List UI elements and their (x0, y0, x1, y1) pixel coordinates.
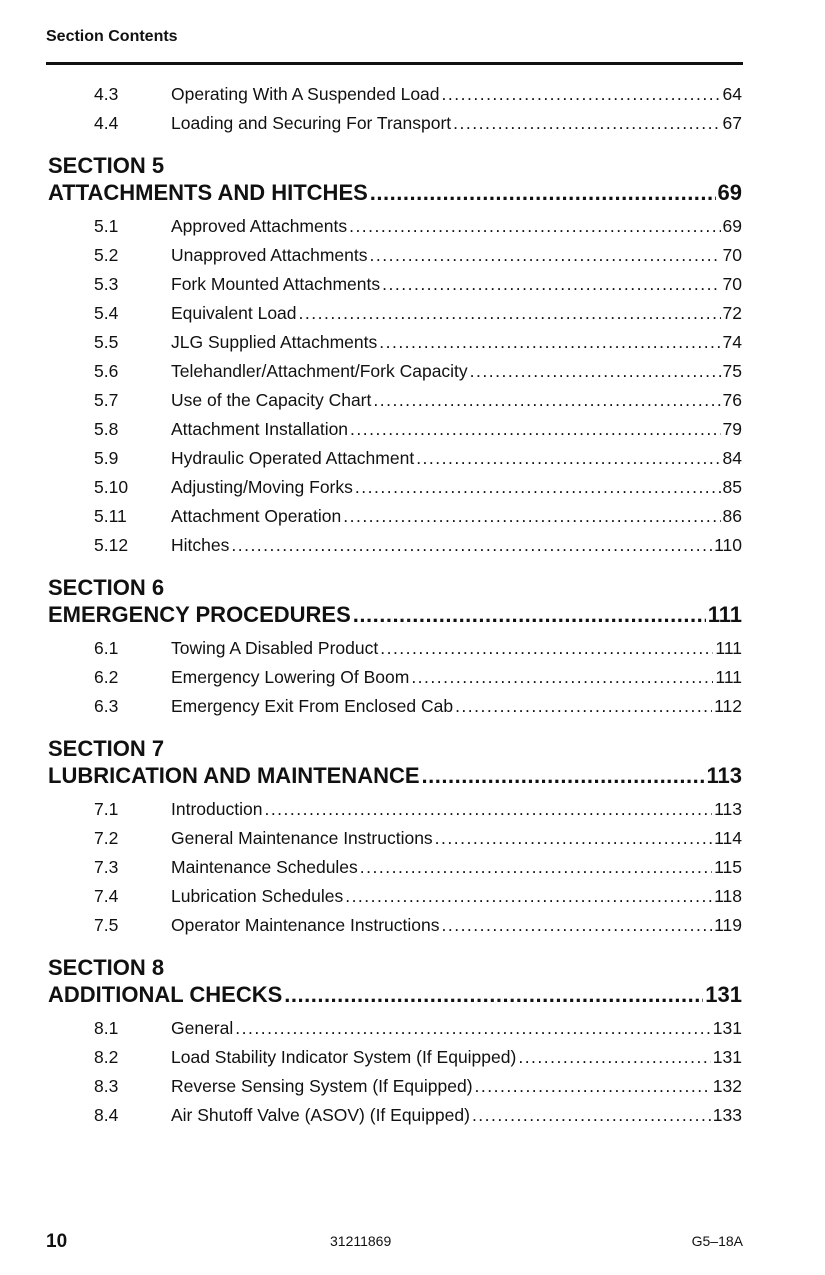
entry-page: 131 (712, 1047, 742, 1067)
dot-leader (379, 332, 720, 353)
dot-leader (353, 602, 706, 628)
dot-leader (435, 828, 712, 849)
toc-entry[interactable] (94, 1076, 742, 1105)
entry-page: 67 (722, 113, 742, 133)
entry-title: Reverse Sensing System (If Equipped) (171, 1076, 473, 1096)
entry-page: 111 (715, 667, 742, 687)
entry-title: Operating With A Suspended Load (171, 84, 440, 104)
dot-leader (345, 886, 712, 907)
toc-entry[interactable] (94, 245, 742, 274)
entry-page: 69 (722, 216, 742, 236)
toc-entry[interactable] (94, 216, 742, 245)
entry-number: 5.7 (94, 390, 119, 410)
entry-number: 5.8 (94, 419, 119, 439)
dot-leader (472, 1105, 711, 1126)
dot-leader (231, 535, 712, 556)
dot-leader (518, 1047, 710, 1068)
section-title-row[interactable] (48, 982, 742, 1016)
section-page: 69 (717, 180, 742, 205)
section-title: EMERGENCY PROCEDURES (48, 602, 351, 627)
section-page: 131 (705, 982, 742, 1007)
toc-entry[interactable] (94, 1018, 742, 1047)
dot-leader (373, 390, 720, 411)
entry-title: Hydraulic Operated Attachment (171, 448, 415, 468)
entry-title: Approved Attachments (171, 216, 348, 236)
entry-title: Lubrication Schedules (171, 886, 344, 906)
entry-number: 8.3 (94, 1076, 119, 1096)
toc-section (48, 735, 742, 944)
toc-entry[interactable] (94, 84, 742, 113)
toc-entry[interactable] (94, 303, 742, 332)
entry-number: 6.1 (94, 638, 119, 658)
entry-title: Use of the Capacity Chart (171, 390, 372, 410)
section-label: SECTION 6 (48, 575, 165, 600)
dot-leader (475, 1076, 711, 1097)
toc-entry[interactable] (94, 361, 742, 390)
dot-leader (350, 419, 720, 440)
section-page: 111 (707, 602, 742, 627)
entry-page: 132 (712, 1076, 742, 1096)
dot-leader (416, 448, 720, 469)
entry-number: 8.1 (94, 1018, 119, 1038)
section-title-row[interactable] (48, 602, 742, 636)
toc-entry[interactable] (94, 915, 742, 944)
section-title: LUBRICATION AND MAINTENANCE (48, 763, 420, 788)
entry-page: 111 (715, 638, 742, 658)
entry-number: 5.2 (94, 245, 119, 265)
entry-page: 76 (722, 390, 742, 410)
entry-title: Load Stability Indicator System (If Equipped) (171, 1047, 517, 1067)
toc-entry[interactable] (94, 799, 742, 828)
entry-title: General (171, 1018, 234, 1038)
entry-page: 112 (714, 696, 742, 716)
entry-page: 110 (714, 535, 742, 555)
page-header-title: Section Contents (46, 28, 178, 45)
entry-page: 74 (722, 332, 742, 352)
entry-number: 5.3 (94, 274, 119, 294)
entry-number: 7.4 (94, 886, 119, 906)
entry-title: Operator Maintenance Instructions (171, 915, 440, 935)
dot-leader (382, 274, 720, 295)
toc-entry[interactable] (94, 419, 742, 448)
entry-page: 118 (714, 886, 742, 906)
toc-entry[interactable] (94, 1105, 742, 1134)
dot-leader (470, 361, 721, 382)
entry-title: Unapproved Attachments (171, 245, 368, 265)
page-footer (46, 1231, 743, 1253)
footer-doc-number: 31211869 (330, 1233, 392, 1249)
entry-number: 4.4 (94, 113, 119, 133)
entry-page: 70 (722, 245, 742, 265)
section-title: ADDITIONAL CHECKS (48, 982, 283, 1007)
entry-page: 79 (722, 419, 742, 439)
entry-page: 119 (714, 915, 742, 935)
section-label: SECTION 7 (48, 736, 165, 761)
toc-entry[interactable] (94, 696, 742, 725)
toc-entry[interactable] (94, 274, 742, 303)
toc-entry[interactable] (94, 332, 742, 361)
entry-number: 5.1 (94, 216, 119, 236)
entry-page: 114 (714, 828, 742, 848)
entry-number: 5.11 (94, 506, 127, 526)
entry-page: 131 (712, 1018, 742, 1038)
entry-page: 115 (714, 857, 742, 877)
entry-page: 75 (722, 361, 742, 381)
entry-page: 70 (722, 274, 742, 294)
entry-number: 6.2 (94, 667, 119, 687)
entry-title: Emergency Exit From Enclosed Cab (171, 696, 454, 716)
entry-title: Equivalent Load (171, 303, 297, 323)
entry-title: Attachment Operation (171, 506, 342, 526)
dot-leader (355, 477, 721, 498)
entry-title: Telehandler/Attachment/Fork Capacity (171, 361, 468, 381)
entry-number: 5.10 (94, 477, 129, 497)
entry-number: 7.5 (94, 915, 119, 935)
header-rule (46, 62, 743, 65)
dot-leader (343, 506, 720, 527)
entry-number: 5.9 (94, 448, 119, 468)
leading-entries (48, 84, 742, 142)
dot-leader (299, 303, 721, 324)
section-page: 113 (706, 763, 742, 788)
entry-number: 8.4 (94, 1105, 119, 1125)
toc-section (48, 954, 742, 1134)
entry-title: Emergency Lowering Of Boom (171, 667, 410, 687)
entry-title: Loading and Securing For Transport (171, 113, 452, 133)
dot-leader (380, 638, 713, 659)
dot-leader (370, 180, 716, 206)
dot-leader (360, 857, 712, 878)
footer-page-number: 10 (46, 1231, 68, 1252)
dot-leader (264, 799, 712, 820)
section-title: ATTACHMENTS AND HITCHES (48, 180, 368, 205)
entry-title: Attachment Installation (171, 419, 349, 439)
toc-section (48, 152, 742, 564)
entry-page: 86 (722, 506, 742, 526)
toc-entry[interactable] (94, 506, 742, 535)
entry-title: General Maintenance Instructions (171, 828, 433, 848)
entry-title: Adjusting/Moving Forks (171, 477, 353, 497)
dot-leader (455, 696, 712, 717)
dot-leader (442, 84, 721, 105)
toc-entry[interactable] (94, 667, 742, 696)
toc-entry[interactable] (94, 113, 742, 142)
entry-number: 5.4 (94, 303, 119, 323)
section-label: SECTION 8 (48, 955, 165, 980)
entry-title: Introduction (171, 799, 263, 819)
entry-page: 85 (722, 477, 742, 497)
entry-page: 133 (712, 1105, 742, 1125)
entry-number: 7.2 (94, 828, 119, 848)
dot-leader (411, 667, 713, 688)
entry-title: Towing A Disabled Product (171, 638, 379, 658)
entry-number: 7.3 (94, 857, 119, 877)
entry-number: 5.6 (94, 361, 119, 381)
entry-page: 64 (722, 84, 742, 104)
entry-number: 6.3 (94, 696, 119, 716)
entry-title: Maintenance Schedules (171, 857, 358, 877)
entry-number: 7.1 (94, 799, 119, 819)
toc-section (48, 574, 742, 725)
toc-entry[interactable] (94, 535, 742, 564)
dot-leader (370, 245, 721, 266)
footer-model: G5–18A (691, 1233, 743, 1249)
entry-number: 8.2 (94, 1047, 119, 1067)
toc-entry[interactable] (94, 886, 742, 915)
entry-number: 4.3 (94, 84, 119, 104)
table-of-contents (48, 84, 742, 1134)
entry-number: 5.12 (94, 535, 129, 555)
dot-leader (441, 915, 712, 936)
section-title-row[interactable] (48, 763, 742, 797)
section-label: SECTION 5 (48, 153, 165, 178)
toc-entry[interactable] (94, 1047, 742, 1076)
entry-page: 84 (722, 448, 742, 468)
entry-title: Hitches (171, 535, 230, 555)
toc-entry[interactable] (94, 477, 742, 506)
entry-number: 5.5 (94, 332, 119, 352)
entry-page: 113 (714, 799, 742, 819)
entry-page: 72 (722, 303, 742, 323)
toc-entry[interactable] (94, 828, 742, 857)
dot-leader (453, 113, 720, 134)
dot-leader (284, 982, 703, 1008)
dot-leader (235, 1018, 711, 1039)
toc-entry[interactable] (94, 448, 742, 477)
dot-leader (349, 216, 720, 237)
toc-entry[interactable] (94, 857, 742, 886)
toc-entry[interactable] (94, 390, 742, 419)
entry-title: JLG Supplied Attachments (171, 332, 378, 352)
section-title-row[interactable] (48, 180, 742, 214)
toc-entry[interactable] (94, 638, 742, 667)
entry-title: Fork Mounted Attachments (171, 274, 381, 294)
dot-leader (422, 763, 705, 789)
entry-title: Air Shutoff Valve (ASOV) (If Equipped) (171, 1105, 470, 1125)
